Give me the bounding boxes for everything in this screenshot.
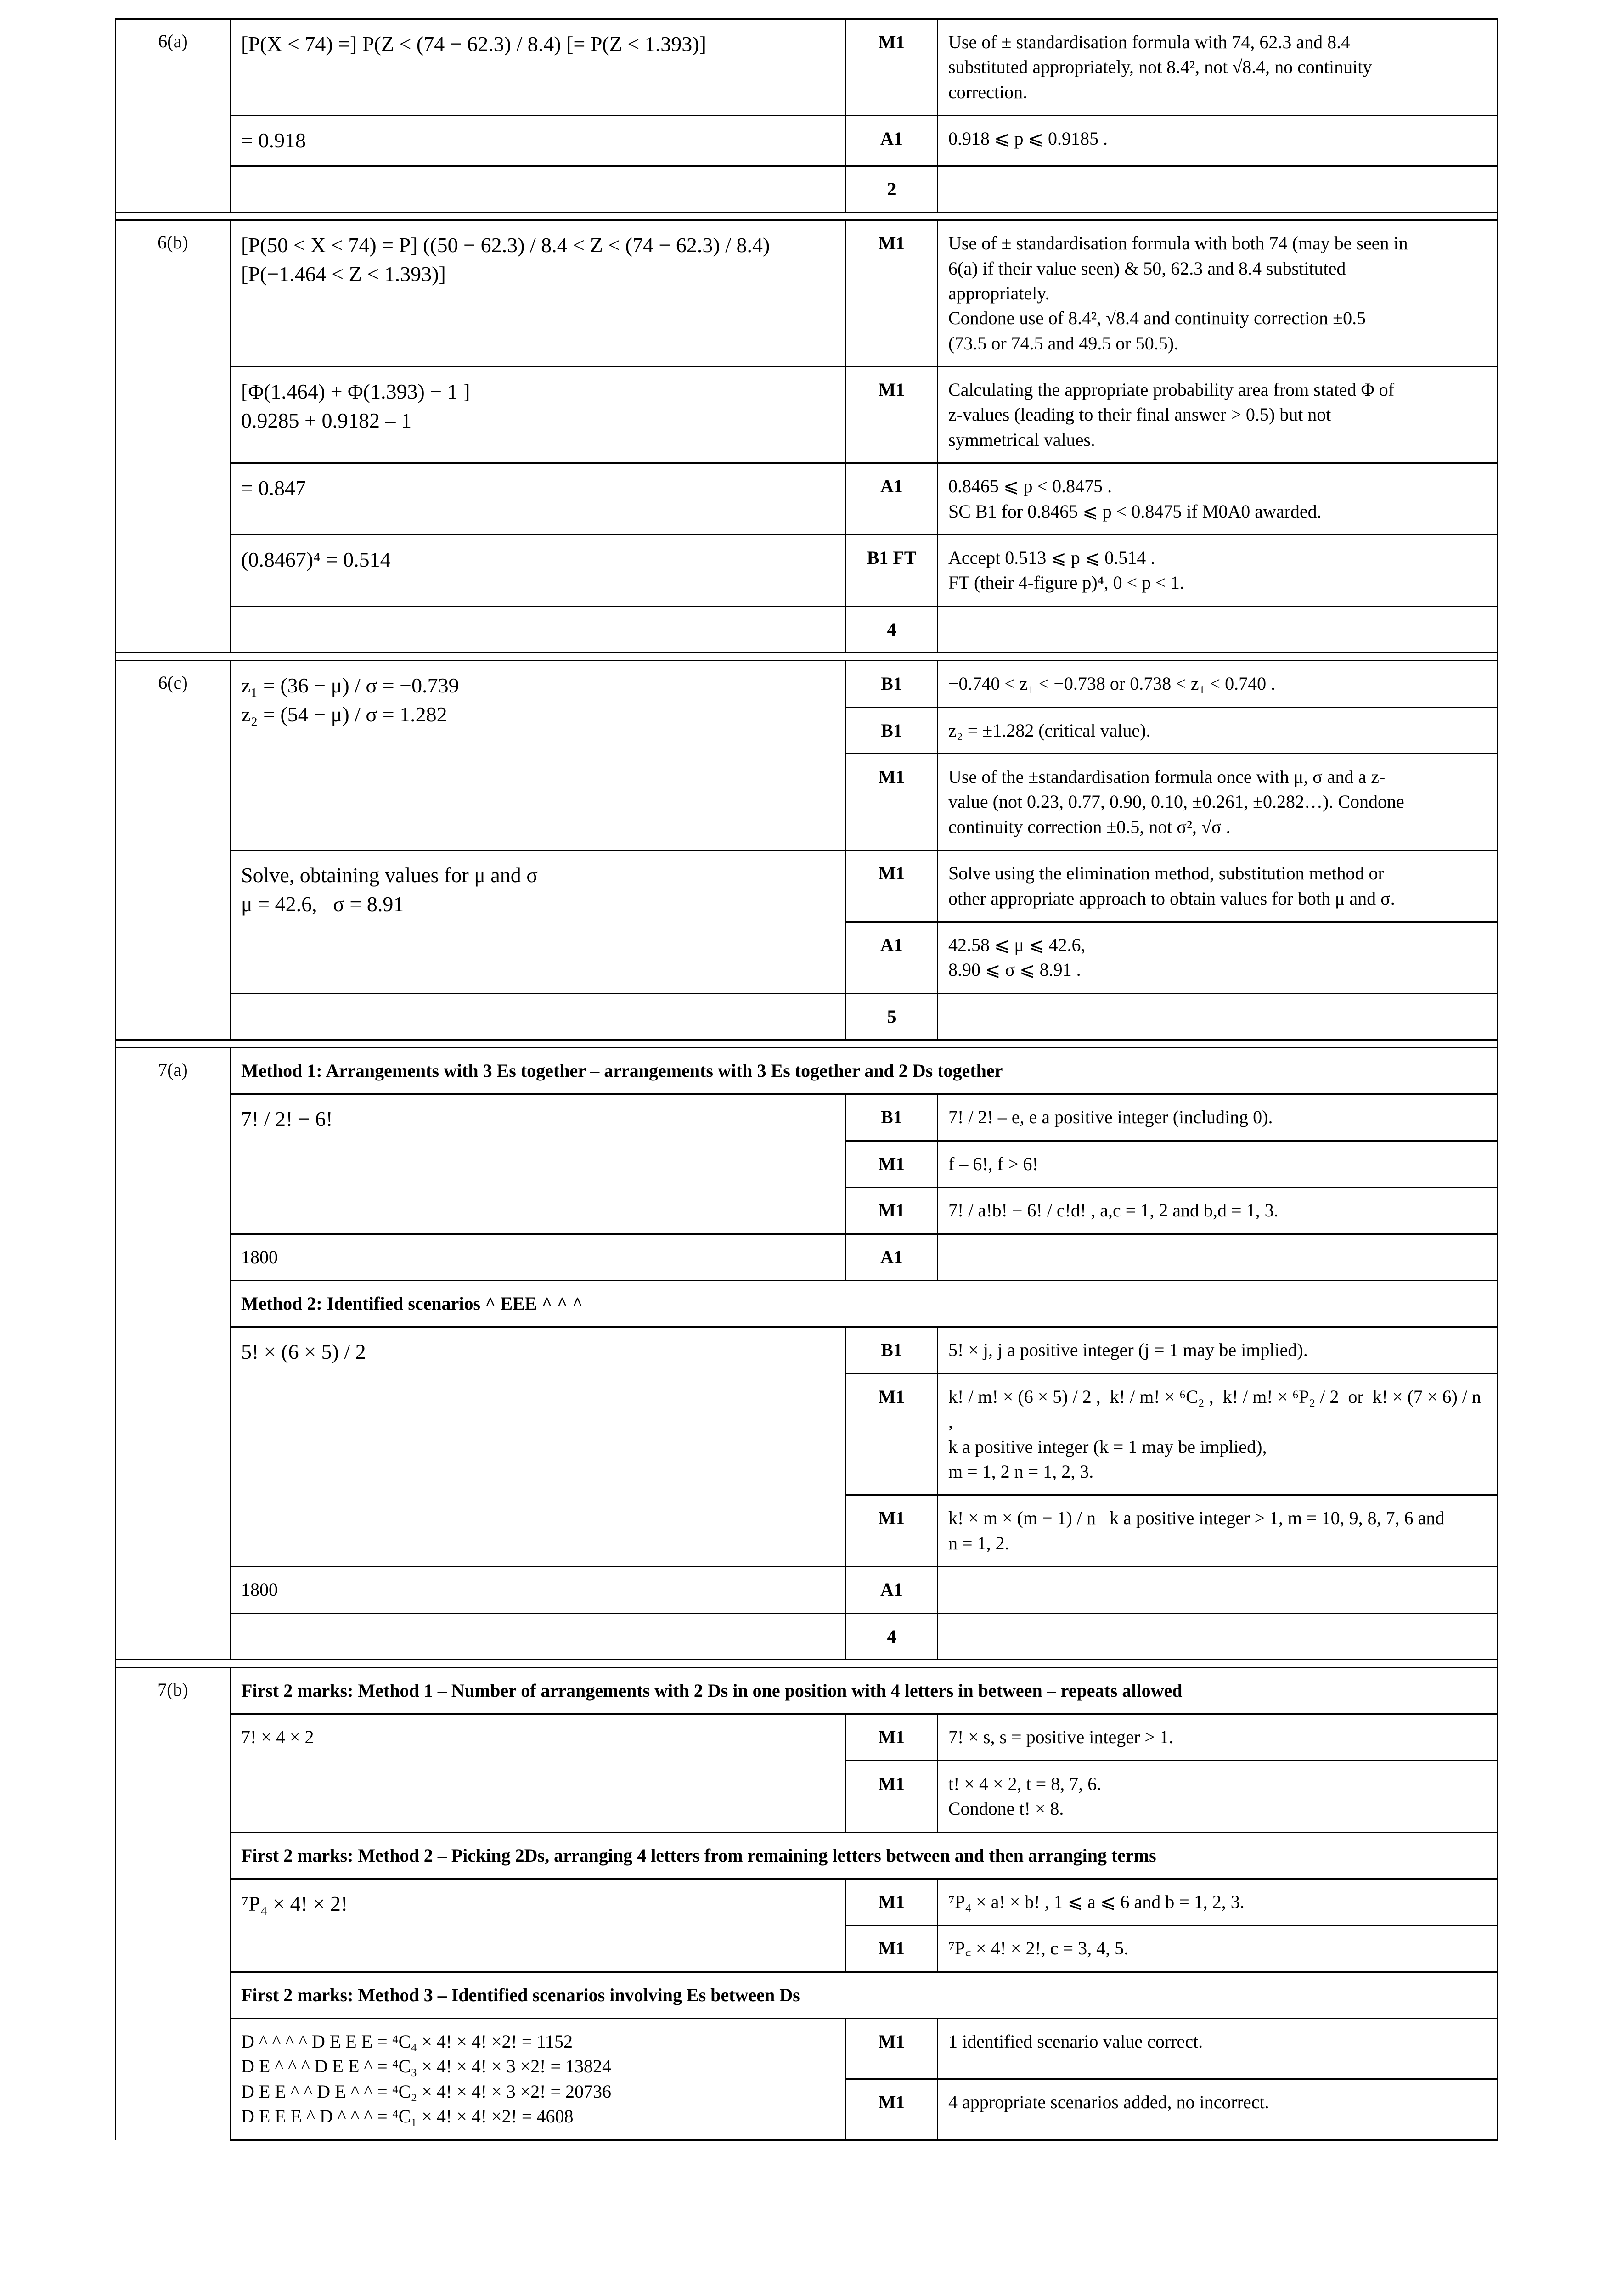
answer-cell: 1800 (231, 1234, 846, 1280)
mark-cell: B1 FT (846, 535, 938, 607)
answer-cell: 7! × 4 × 2 (231, 1714, 846, 1832)
answer-line: = 0.918 (241, 129, 306, 152)
guidance-line: z₂ = ±1.282 (critical value). (948, 720, 1151, 741)
answer-line: [Φ(1.464) + Φ(1.393) − 1 ] (241, 380, 470, 404)
mark-scheme-sheet (115, 18, 1497, 2141)
guidance-cell (938, 754, 1498, 850)
guidance-line: continuity correction ±0.5, not σ², √σ . (948, 816, 1231, 837)
guidance-cell: f – 6!, f > 6! (938, 1141, 1498, 1187)
answer-cell: 1800 (231, 1567, 846, 1613)
method-heading: First 2 marks: Method 3 – Identified scenarios involving Es between Ds (231, 1972, 1498, 2018)
mark-row (116, 1094, 1498, 1141)
mark-cell: M1 (846, 1761, 938, 1832)
total-row (116, 606, 1498, 653)
guidance-line: −0.740 < z₁ < −0.738 or 0.738 < z₁ < 0.740 . (948, 673, 1276, 694)
scenario-line: D E ^ ^ ^ D E E ^ = ⁴C₃ × 4! × 4! × 3 ×2! = 13824 (241, 2056, 612, 2077)
mark-row (116, 850, 1498, 922)
q7b-method1-header-row (116, 1667, 1498, 1714)
guidance-cell (938, 707, 1498, 754)
mark-cell: M1 (846, 1714, 938, 1761)
mark-cell: M1 (846, 850, 938, 922)
answer-line: z₂ = (54 − μ) / σ = 1.282 (241, 702, 447, 726)
guidance-cell: 5! × j, j a positive integer (j = 1 may be implied). (938, 1327, 1498, 1373)
mark-cell: M1 (846, 1187, 938, 1234)
guidance-line: 42.58 ⩽ μ ⩽ 42.6, (948, 934, 1086, 955)
guidance-line: Use of ± standardisation formula with both 74 (may be seen in (948, 233, 1408, 254)
guidance-cell: ⁷P₄ × a! × b! , 1 ⩽ a ⩽ 6 and b = 1, 2, 3. (938, 1879, 1498, 1925)
guidance-line: 0.8465 ⩽ p < 0.8475 . (948, 476, 1112, 497)
guidance-line: symmetrical values. (948, 429, 1095, 450)
guidance-line: k! × m × (m − 1) / n k a positive integer > 1, m = 10, 9, 8, 7, 6 and (948, 1508, 1445, 1529)
method-heading: First 2 marks: Method 2 – Picking 2Ds, arranging 4 letters from remaining letters between and then arranging terms (231, 1832, 1498, 1879)
guidance-cell (938, 116, 1498, 166)
answer-cell (231, 116, 846, 166)
total-row (116, 1613, 1498, 1660)
guidance-line: n = 1, 2. (948, 1532, 1009, 1553)
question-number: 7(b) (116, 1667, 231, 2140)
answer-cell (231, 19, 846, 116)
answer-line: z₁ = (36 − μ) / σ = −0.739 (241, 674, 459, 698)
answer-cell (231, 1613, 846, 1660)
mark-cell: M1 (846, 367, 938, 463)
mark-scheme-table (115, 18, 1498, 2141)
question-6-body (116, 19, 1498, 1048)
total-marks: 4 (846, 1613, 938, 1660)
mark-cell: B1 (846, 707, 938, 754)
answer-cell (231, 220, 846, 367)
guidance-line: SC B1 for 0.8465 ⩽ p < 0.8475 if M0A0 awarded. (948, 501, 1322, 522)
guidance-line: FT (their 4-figure p)⁴, 0 < p < 1. (948, 572, 1184, 593)
section-gap-cell (116, 653, 1498, 661)
answer-line: 0.9285 + 0.9182 – 1 (241, 408, 411, 432)
guidance-cell (938, 166, 1498, 212)
guidance-cell (938, 922, 1498, 993)
mark-cell: M1 (846, 2019, 938, 2079)
answer-cell (231, 166, 846, 212)
mark-cell: A1 (846, 922, 938, 993)
guidance-cell: ⁷P꜀ × 4! × 2!, c = 3, 4, 5. (938, 1925, 1498, 1972)
answer-cell: 5! × (6 × 5) / 2 (231, 1327, 846, 1567)
section-gap-cell (116, 213, 1498, 220)
guidance-cell (938, 1613, 1498, 1660)
guidance-line: z-values (leading to their final answer > 0.5) but not (948, 404, 1331, 425)
mark-cell: M1 (846, 1141, 938, 1187)
mark-row (116, 661, 1498, 707)
guidance-cell (938, 1567, 1498, 1613)
answer-cell (231, 463, 846, 535)
answer-cell (231, 661, 846, 850)
mark-cell: M1 (846, 1495, 938, 1567)
section-gap (116, 653, 1498, 661)
mark-row (116, 220, 1498, 367)
question-number: 7(a) (116, 1048, 231, 1660)
mark-cell: B1 (846, 1327, 938, 1373)
mark-row (116, 367, 1498, 463)
mark-row (116, 116, 1498, 166)
guidance-line: substituted appropriately, not 8.4², not √8.4, no continuity (948, 56, 1372, 78)
mark-row (116, 1234, 1498, 1280)
mark-cell: M1 (846, 1373, 938, 1495)
answer-line: [P(50 < X < 74) = P] ((50 − 62.3) / 8.4 < Z < (74 − 62.3) / 8.4) (241, 233, 770, 257)
guidance-cell (938, 850, 1498, 922)
guidance-cell (938, 606, 1498, 653)
guidance-line: 0.918 ⩽ p ⩽ 0.9185 . (948, 128, 1108, 149)
answer-line: μ = 42.6, σ = 8.91 (241, 892, 404, 916)
section-gap-cell (116, 1040, 1498, 1048)
mark-row (116, 19, 1498, 116)
guidance-cell (938, 220, 1498, 367)
guidance-cell: 1 identified scenario value correct. (938, 2019, 1498, 2079)
guidance-line: Condone use of 8.4², √8.4 and continuity correction ±0.5 (948, 308, 1366, 329)
answer-cell: ⁷P₄ × 4! × 2! (231, 1879, 846, 1972)
guidance-cell (938, 1761, 1498, 1832)
mark-row (116, 1714, 1498, 1761)
guidance-line: 8.90 ⩽ σ ⩽ 8.91 . (948, 959, 1081, 980)
question-number: 6(c) (116, 661, 231, 1040)
total-marks: 5 (846, 993, 938, 1040)
answer-line: [P(X < 74) =] P(Z < (74 − 62.3) / 8.4) [= P(Z < 1.393)] (241, 32, 706, 56)
section-gap (116, 1040, 1498, 1048)
answer-cell: 7! / 2! − 6! (231, 1094, 846, 1234)
method-heading: Method 2: Identified scenarios ^ EEE ^ ^ ^ (231, 1281, 1498, 1327)
guidance-line: appropriately. (948, 282, 1050, 304)
guidance-line: value (not 0.23, 0.77, 0.90, 0.10, ±0.261, ±0.282…). Condone (948, 791, 1404, 812)
section-gap (116, 1660, 1498, 1667)
scenario-line: D E E E ^ D ^ ^ ^ = ⁴C₁ × 4! × 4! ×2! = 4608 (241, 2106, 574, 2127)
guidance-line: k! / m! × (6 × 5) / 2 , k! / m! × ⁶C₂ , k! / m! × ⁶P₂ / 2 or k! × (7 × 6) / n , (948, 1386, 1486, 1432)
question-number: 6(a) (116, 19, 231, 213)
guidance-line: Condone t! × 8. (948, 1798, 1064, 1819)
mark-cell: A1 (846, 463, 938, 535)
scenario-line: D ^ ^ ^ ^ D E E E = ⁴C₄ × 4! × 4! ×2! = 1152 (241, 2031, 573, 2052)
total-row (116, 993, 1498, 1040)
guidance-cell: 7! × s, s = positive integer > 1. (938, 1714, 1498, 1761)
guidance-cell (938, 661, 1498, 707)
answer-cell (231, 850, 846, 994)
answer-cell (231, 2019, 846, 2140)
method-heading: First 2 marks: Method 1 – Number of arrangements with 2 Ds in one position with 4 letters in between – repeats allowed (231, 1667, 1498, 1714)
mark-cell: M1 (846, 754, 938, 850)
answer-line: Solve, obtaining values for μ and σ (241, 863, 538, 887)
guidance-cell (938, 993, 1498, 1040)
guidance-cell (938, 19, 1498, 116)
guidance-cell: 4 appropriate scenarios added, no incorrect. (938, 2079, 1498, 2140)
guidance-line: correction. (948, 81, 1028, 102)
mark-cell: M1 (846, 2079, 938, 2140)
guidance-line: Use of the ±standardisation formula once with μ, σ and a z- (948, 766, 1386, 787)
guidance-line: k a positive integer (k = 1 may be implied), (948, 1436, 1267, 1457)
mark-cell: B1 (846, 1094, 938, 1141)
answer-line: = 0.847 (241, 476, 306, 500)
mark-cell: A1 (846, 1567, 938, 1613)
guidance-line: 6(a) if their value seen) & 50, 62.3 and 8.4 substituted (948, 258, 1346, 279)
mark-cell: M1 (846, 19, 938, 116)
guidance-cell (938, 367, 1498, 463)
mark-cell: M1 (846, 1879, 938, 1925)
guidance-line: m = 1, 2 n = 1, 2, 3. (948, 1461, 1094, 1482)
mark-row (116, 1327, 1498, 1373)
guidance-cell (938, 1495, 1498, 1567)
guidance-cell: 7! / 2! – e, e a positive integer (including 0). (938, 1094, 1498, 1141)
guidance-cell (938, 1234, 1498, 1280)
mark-row (116, 535, 1498, 607)
guidance-cell: 7! / a!b! − 6! / c!d! , a,c = 1, 2 and b,d = 1, 3. (938, 1187, 1498, 1234)
mark-cell: A1 (846, 1234, 938, 1280)
guidance-line: t! × 4 × 2, t = 8, 7, 6. (948, 1773, 1102, 1794)
q7b-method3-header-row (116, 1972, 1498, 2018)
question-number: 6(b) (116, 220, 231, 653)
mark-row (116, 1567, 1498, 1613)
total-row (116, 166, 1498, 212)
mark-row (116, 2019, 1498, 2079)
answer-cell (231, 367, 846, 463)
method-heading: Method 1: Arrangements with 3 Es together – arrangements with 3 Es together and 2 Ds together (231, 1048, 1498, 1094)
section-gap (116, 213, 1498, 220)
guidance-line: (73.5 or 74.5 and 49.5 or 50.5). (948, 332, 1179, 354)
guidance-cell (938, 463, 1498, 535)
answer-line: [P(−1.464 < Z < 1.393)] (241, 262, 446, 286)
guidance-line: Use of ± standardisation formula with 74, 62.3 and 8.4 (948, 32, 1351, 52)
scenario-line: D E E ^ ^ D E ^ ^ = ⁴C₂ × 4! × 4! × 3 ×2! = 20736 (241, 2081, 612, 2102)
answer-cell (231, 535, 846, 607)
guidance-cell (938, 535, 1498, 607)
mark-row (116, 463, 1498, 535)
mark-cell: A1 (846, 116, 938, 166)
mark-cell: B1 (846, 661, 938, 707)
question-7-body (116, 1048, 1498, 2140)
guidance-line: other appropriate approach to obtain values for both μ and σ. (948, 888, 1395, 909)
mark-cell: M1 (846, 220, 938, 367)
total-marks: 4 (846, 606, 938, 653)
q7b-method2-header-row (116, 1832, 1498, 1879)
answer-line: (0.8467)⁴ = 0.514 (241, 548, 391, 572)
total-marks: 2 (846, 166, 938, 212)
mark-row (116, 1879, 1498, 1925)
guidance-cell (938, 1373, 1498, 1495)
q7a-method1-header-row (116, 1048, 1498, 1094)
answer-cell (231, 606, 846, 653)
answer-cell (231, 993, 846, 1040)
guidance-line: Accept 0.513 ⩽ p ⩽ 0.514 . (948, 547, 1155, 568)
mark-cell: M1 (846, 1925, 938, 1972)
q7a-method2-header-row (116, 1281, 1498, 1327)
guidance-line: Solve using the elimination method, substitution method or (948, 863, 1384, 884)
guidance-line: Calculating the appropriate probability area from stated Φ of (948, 379, 1395, 400)
